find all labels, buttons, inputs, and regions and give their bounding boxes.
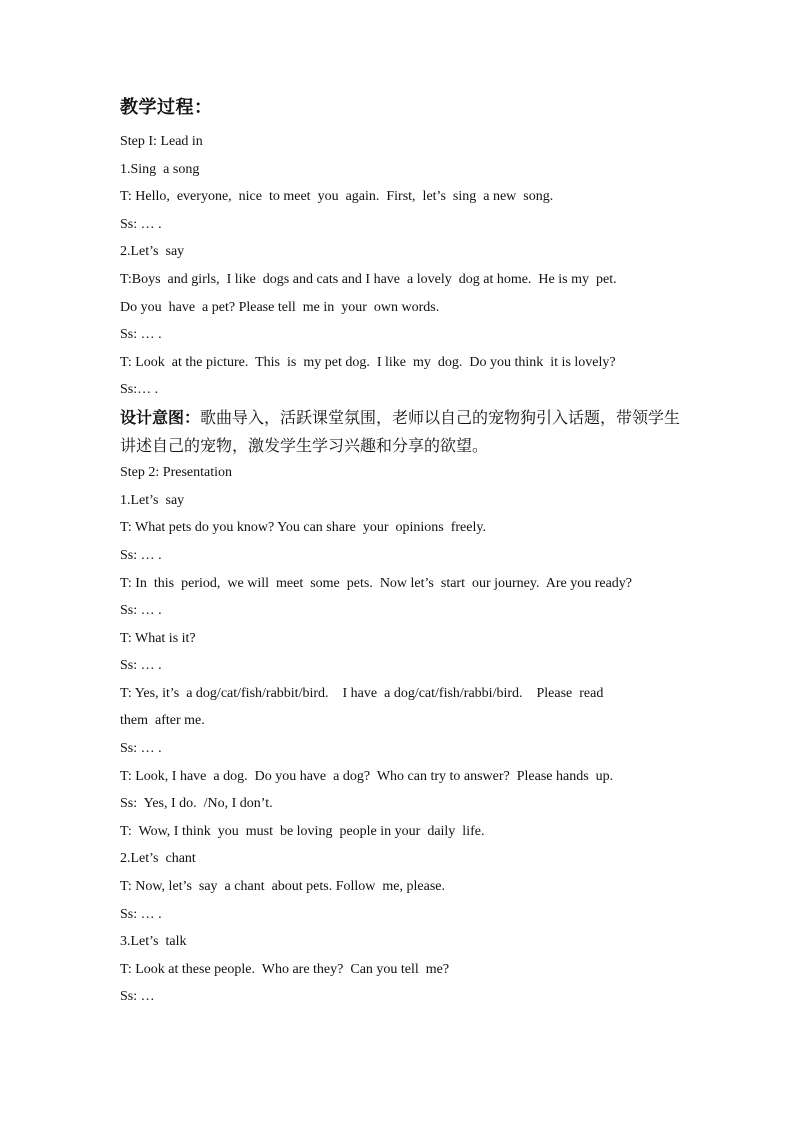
dialogue-line: T: Look at the picture. This is my pet dog. I like my dog. Do you think it is lovely? bbox=[120, 354, 616, 370]
dialogue-line: T: What pets do you know? You can share your opinions freely. bbox=[120, 520, 486, 536]
dialogue-line: T:Boys and girls, I like dogs and cats and I have a lovely dog at home. He is my pet. bbox=[120, 271, 617, 287]
activity-title: 1.Sing a song bbox=[120, 161, 200, 177]
activity-title: 1.Let’s say bbox=[120, 492, 185, 508]
dialogue-line: Do you have a pet? Please tell me in your own words. bbox=[120, 299, 440, 315]
dialogue-line: Ss: … . bbox=[120, 603, 162, 619]
step-title: Step I: Lead in bbox=[120, 134, 203, 149]
dialogue-line: Ss: … . bbox=[120, 547, 162, 563]
dialogue-line: Ss: … . bbox=[120, 741, 162, 757]
dialogue-line: T: Look at these people. Who are they? Can you tell me? bbox=[120, 961, 450, 977]
dialogue-line: Ss: … . bbox=[120, 216, 162, 232]
design-intent-label: 设计意图： bbox=[120, 407, 201, 427]
dialogue-line: T: In this period, we will meet some pets. Now let’s start our journey. Are you ready? bbox=[120, 575, 633, 591]
dialogue-line: Ss: … . bbox=[120, 327, 162, 343]
dialogue-line: Ss:… . bbox=[120, 382, 159, 398]
dialogue-line: T: Yes, it’s a dog/cat/fish/rabbit/bird. I have a dog/cat/fish/rabbi/bird. Please read bbox=[120, 685, 604, 701]
step-title: Step 2: Presentation bbox=[120, 465, 232, 481]
dialogue-line: T: What is it? bbox=[120, 630, 196, 646]
design-intent-text-continued: 讲述自己的宠物，激发学生学习兴趣和分享的欲望。 bbox=[120, 435, 489, 455]
activity-title: 2.Let’s chant bbox=[120, 851, 196, 867]
dialogue-line: them after me. bbox=[120, 713, 205, 729]
dialogue-line: T: Look, I have a dog. Do you have a dog? Who can try to answer? Please hands up. bbox=[120, 768, 614, 784]
activity-title: 3.Let’s talk bbox=[120, 934, 187, 950]
section-heading: 教学过程： bbox=[120, 97, 213, 118]
dialogue-line: Ss: … . bbox=[120, 906, 162, 922]
dialogue-line: Ss: … bbox=[120, 989, 155, 1005]
design-intent-note bbox=[120, 404, 680, 432]
lesson-content bbox=[120, 128, 680, 1011]
dialogue-line: T: Now, let’s say a chant about pets. Follow me, please. bbox=[120, 879, 445, 895]
dialogue-line: T: Hello, everyone, nice to meet you again. First, let’s sing a new song. bbox=[120, 189, 554, 205]
design-intent-text: 歌曲导入，活跃课堂氛围，老师以自己的宠物狗引入话题，带领学生 bbox=[200, 407, 681, 427]
dialogue-line: Ss: Yes, I do. /No, I don’t. bbox=[120, 796, 273, 812]
activity-title: 2.Let’s say bbox=[120, 244, 185, 260]
dialogue-line: T: Wow, I think you must be loving people in your daily life. bbox=[120, 823, 485, 839]
dialogue-line: Ss: … . bbox=[120, 658, 162, 674]
